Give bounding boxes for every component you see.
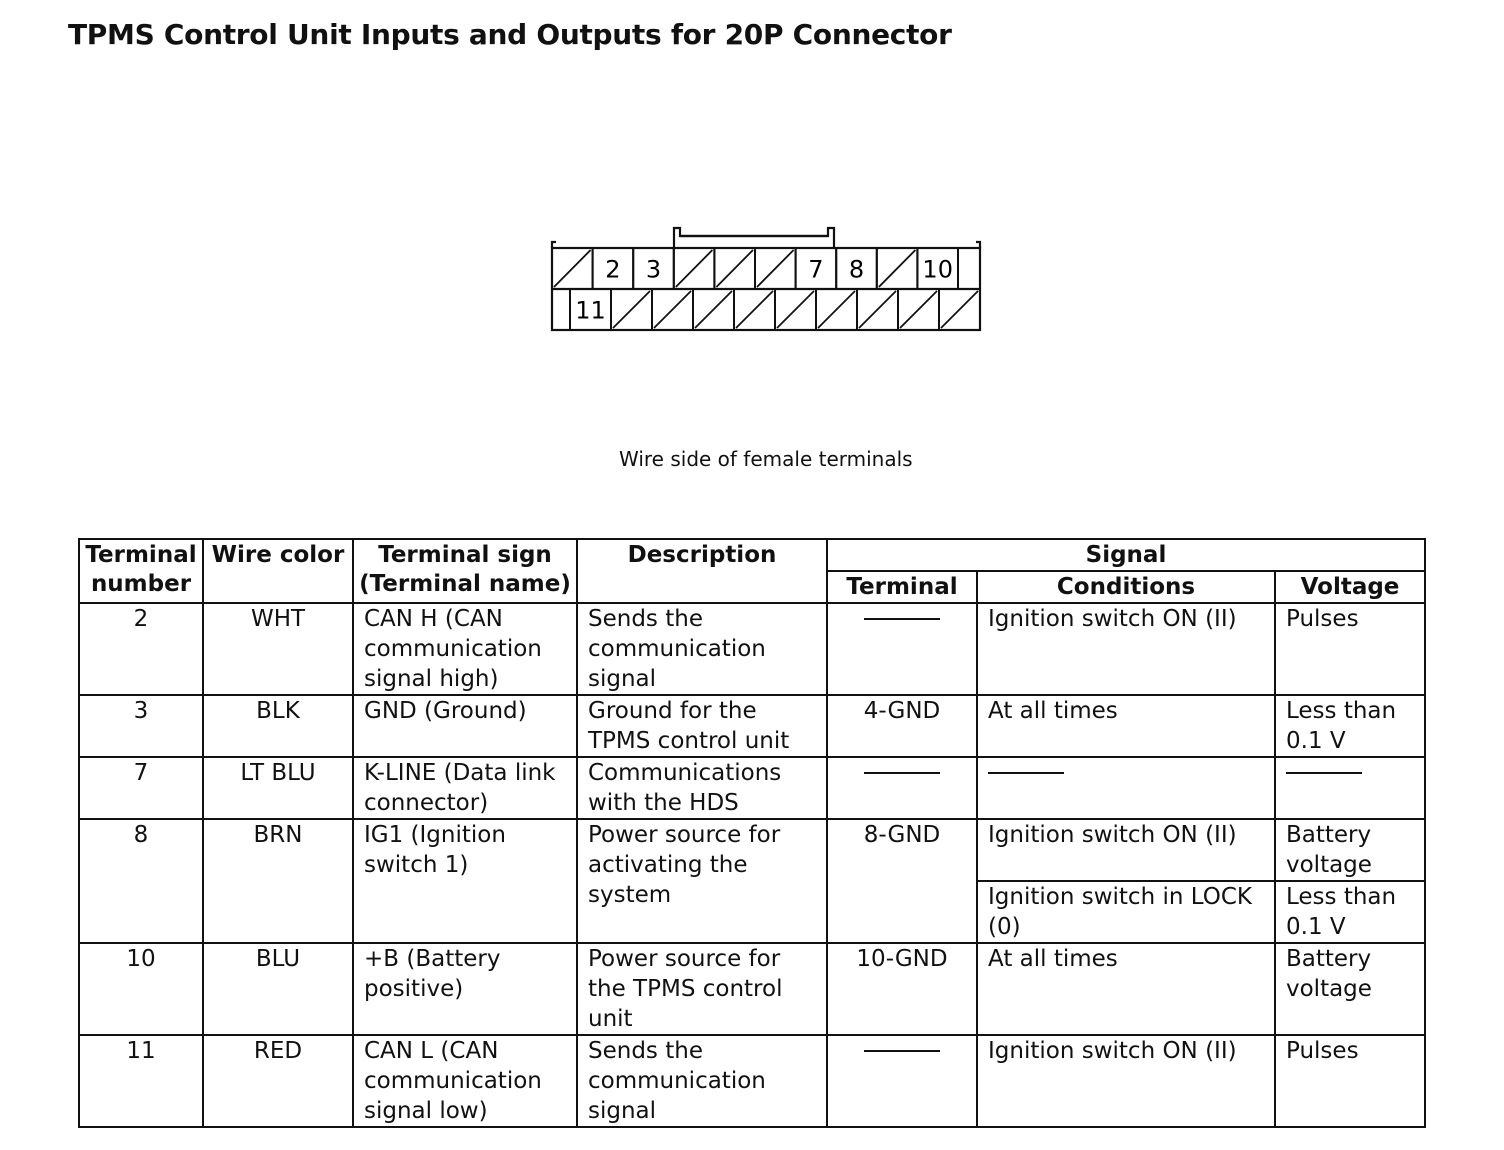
unused-terminal-slash xyxy=(654,291,691,328)
header-wire-color: Wire color xyxy=(203,539,353,603)
unused-terminal-slash xyxy=(941,291,978,328)
cell-voltage: Battery voltage xyxy=(1275,819,1425,881)
table-row xyxy=(79,695,1425,757)
cell-conditions: Ignition switch ON (II) xyxy=(977,819,1275,881)
header-signal: Signal xyxy=(827,539,1425,571)
cell-terminal-sign: IG1 (Ignition switch 1) xyxy=(353,819,577,943)
unused-terminal-slash xyxy=(900,291,937,328)
cell-terminal-number: 7 xyxy=(79,757,203,819)
cell-terminal-number: 8 xyxy=(79,819,203,943)
no-signal-dash xyxy=(988,772,1064,774)
table-row xyxy=(79,1035,1425,1127)
cell-signal-terminal: 8-GND xyxy=(827,819,977,943)
connector-bottom-row xyxy=(570,289,980,330)
cell-terminal-sign: CAN L (CAN communication signal low) xyxy=(353,1035,577,1127)
cell-terminal-sign: K-LINE (Data link connector) xyxy=(353,757,577,819)
cell-conditions: Ignition switch ON (II) xyxy=(977,603,1275,695)
header-signal-voltage: Voltage xyxy=(1275,571,1425,603)
cell-description: Ground for the TPMS control unit xyxy=(577,695,827,757)
cell-description: Power source for the TPMS control unit xyxy=(577,943,827,1035)
terminal-number-label: 2 xyxy=(605,255,621,284)
cell-wire-color: BRN xyxy=(203,819,353,943)
terminal-table xyxy=(78,538,1426,1128)
no-signal-dash xyxy=(1286,772,1362,774)
header-terminal-sign: Terminal sign (Terminal name) xyxy=(353,539,577,603)
table-header-row xyxy=(79,539,1425,571)
unused-terminal-slash xyxy=(879,250,916,287)
page-title: TPMS Control Unit Inputs and Outputs for 20P Connector xyxy=(68,18,952,51)
cell-signal-terminal xyxy=(827,757,977,819)
cell-terminal-number: 2 xyxy=(79,603,203,695)
unused-terminal-slash xyxy=(554,250,591,287)
table-row xyxy=(79,603,1425,695)
terminal-number-label: 10 xyxy=(922,255,953,284)
table-row xyxy=(79,819,1425,881)
cell-wire-color: BLK xyxy=(203,695,353,757)
terminal-number-label: 3 xyxy=(645,255,662,284)
unused-terminal-slash xyxy=(736,291,773,328)
cell-wire-color: WHT xyxy=(203,603,353,695)
cell-conditions: Ignition switch ON (II) xyxy=(977,1035,1275,1127)
cell-voltage xyxy=(1275,757,1425,819)
cell-wire-color: BLU xyxy=(203,943,353,1035)
cell-voltage: Less than 0.1 V xyxy=(1275,695,1425,757)
connector-top-row xyxy=(552,248,958,289)
header-description: Description xyxy=(577,539,827,603)
cell-wire-color: RED xyxy=(203,1035,353,1127)
cell-voltage: Pulses xyxy=(1275,1035,1425,1127)
cell-description: Communications with the HDS xyxy=(577,757,827,819)
cell-conditions xyxy=(977,757,1275,819)
unused-terminal-slash xyxy=(777,291,814,328)
unused-terminal-slash xyxy=(716,250,753,287)
table-row xyxy=(79,943,1425,1035)
unused-terminal-slash xyxy=(676,250,713,287)
unused-terminal-slash xyxy=(859,291,896,328)
no-signal-dash xyxy=(864,1050,940,1052)
header-signal-conditions: Conditions xyxy=(977,571,1275,603)
cell-conditions: At all times xyxy=(977,695,1275,757)
cell-terminal-sign: +B (Battery positive) xyxy=(353,943,577,1035)
terminal-number-label: 8 xyxy=(848,255,865,284)
cell-description: Power source for activating the system xyxy=(577,819,827,943)
cell-description: Sends the communication signal xyxy=(577,603,827,695)
unused-terminal-slash xyxy=(818,291,855,328)
table-row xyxy=(79,757,1425,819)
cell-terminal-number: 10 xyxy=(79,943,203,1035)
unused-terminal-slash xyxy=(613,291,650,328)
cell-voltage: Less than 0.1 V xyxy=(1275,881,1425,943)
unused-terminal-slash xyxy=(757,250,794,287)
header-signal-terminal: Terminal xyxy=(827,571,977,603)
cell-signal-terminal: 10-GND xyxy=(827,943,977,1035)
cell-terminal-sign: GND (Ground) xyxy=(353,695,577,757)
no-signal-dash xyxy=(864,772,940,774)
header-terminal-number: Terminal number xyxy=(79,539,203,603)
cell-terminal-number: 11 xyxy=(79,1035,203,1127)
no-signal-dash xyxy=(864,618,940,620)
cell-wire-color: LT BLU xyxy=(203,757,353,819)
cell-signal-terminal xyxy=(827,603,977,695)
connector-diagram xyxy=(546,222,986,337)
unused-terminal-slash xyxy=(695,291,732,328)
cell-voltage: Battery voltage xyxy=(1275,943,1425,1035)
cell-voltage: Pulses xyxy=(1275,603,1425,695)
cell-signal-terminal: 4-GND xyxy=(827,695,977,757)
cell-conditions: At all times xyxy=(977,943,1275,1035)
terminal-number-label: 11 xyxy=(575,296,606,325)
connector-caption: Wire side of female terminals xyxy=(619,447,913,471)
terminal-number-label: 7 xyxy=(808,255,824,284)
cell-terminal-number: 3 xyxy=(79,695,203,757)
cell-conditions: Ignition switch in LOCK (0) xyxy=(977,881,1275,943)
cell-description: Sends the communication signal xyxy=(577,1035,827,1127)
cell-signal-terminal xyxy=(827,1035,977,1127)
cell-terminal-sign: CAN H (CAN communication signal high) xyxy=(353,603,577,695)
